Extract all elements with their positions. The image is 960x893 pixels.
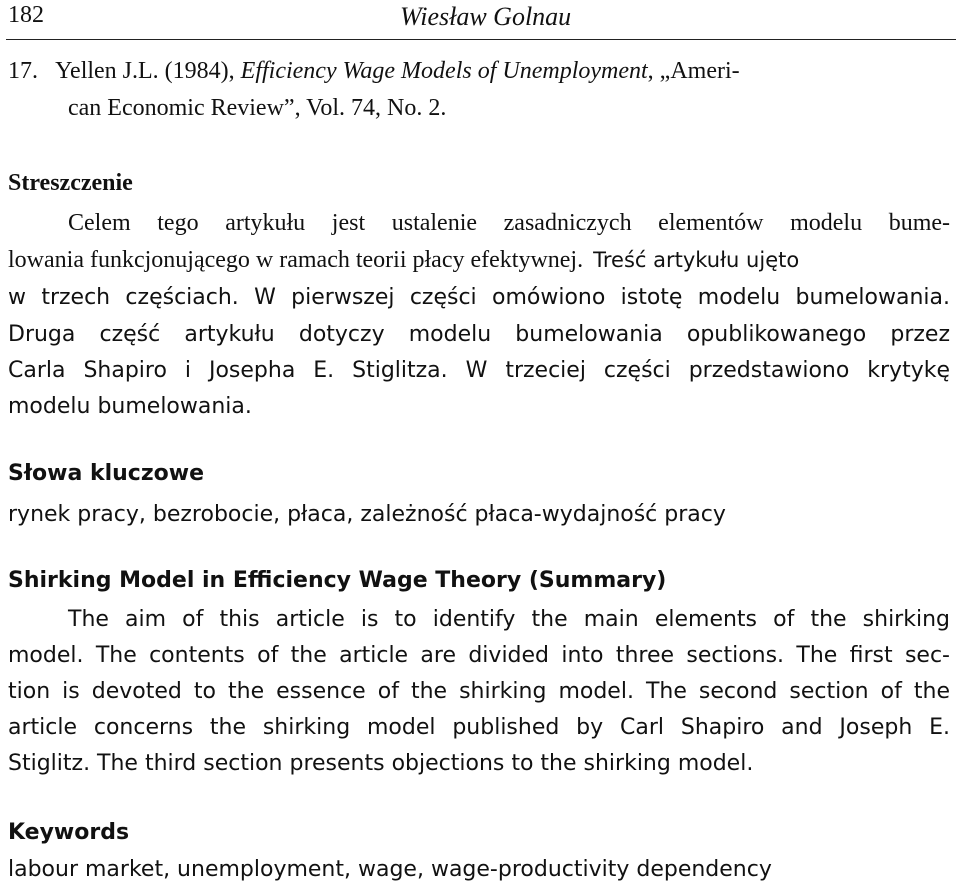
slowa-kluczowe-text: rynek pracy, bezrobocie, płaca, zależność płaca-wydajność pracy xyxy=(8,502,726,527)
streszczenie-line-2b: Treść artykułu ujęto xyxy=(593,248,800,272)
reference-line-2: can Economic Review”, Vol. 74, No. 2. xyxy=(68,95,447,121)
summary-line-4: article concerns the shirking model published by Carl Shapiro and Joseph E. xyxy=(8,715,950,740)
page-number: 182 xyxy=(8,2,44,28)
streszczenie-line-3: w trzech częściach. W pierwszej części omówiono istotę modelu bumelowania. xyxy=(8,285,950,310)
slowa-kluczowe-heading: Słowa kluczowe xyxy=(8,461,204,486)
summary-heading: Shirking Model in Efficiency Wage Theory (Summary) xyxy=(8,568,667,593)
streszczenie-line-4: Druga część artykułu dotyczy modelu bumelowania opublikowanego przez xyxy=(8,322,950,347)
header-rule xyxy=(6,39,956,40)
summary-line-5: Stiglitz. The third section presents objections to the shirking model. xyxy=(8,751,754,776)
keywords-heading: Keywords xyxy=(8,820,130,845)
streszczenie-line-2a: lowania funkcjonującego w ramach teorii płacy efektywnej. xyxy=(8,247,584,273)
summary-line-2: model. The contents of the article are divided into three sections. The first sec- xyxy=(8,643,950,668)
streszczenie-line-1: Celem tego artykułu jest ustalenie zasadniczych elementów modelu bume- xyxy=(68,210,950,236)
summary-line-3: tion is devoted to the essence of the shirking model. The second section of the xyxy=(8,679,950,704)
reference-title: Efficiency Wage Models of Unemployment xyxy=(240,58,648,84)
streszczenie-line-6: modelu bumelowania. xyxy=(8,394,252,419)
summary-line-1: The aim of this article is to identify the main elements of the shirking xyxy=(68,607,950,632)
streszczenie-line-5: Carla Shapiro i Josepha E. Stiglitza. W trzeciej części przedstawiono krytykę xyxy=(8,358,950,383)
reference-line-1 xyxy=(8,58,740,85)
reference-prefix: 17. Yellen J.L. (1984), xyxy=(8,58,241,84)
streszczenie-heading: Streszczenie xyxy=(8,170,133,196)
reference-suffix: , „Ameri- xyxy=(647,58,740,84)
keywords-text: labour market, unemployment, wage, wage-productivity dependency xyxy=(8,857,772,882)
streszczenie-line-2 xyxy=(8,247,799,274)
running-header-author: Wiesław Golnau xyxy=(400,2,572,31)
